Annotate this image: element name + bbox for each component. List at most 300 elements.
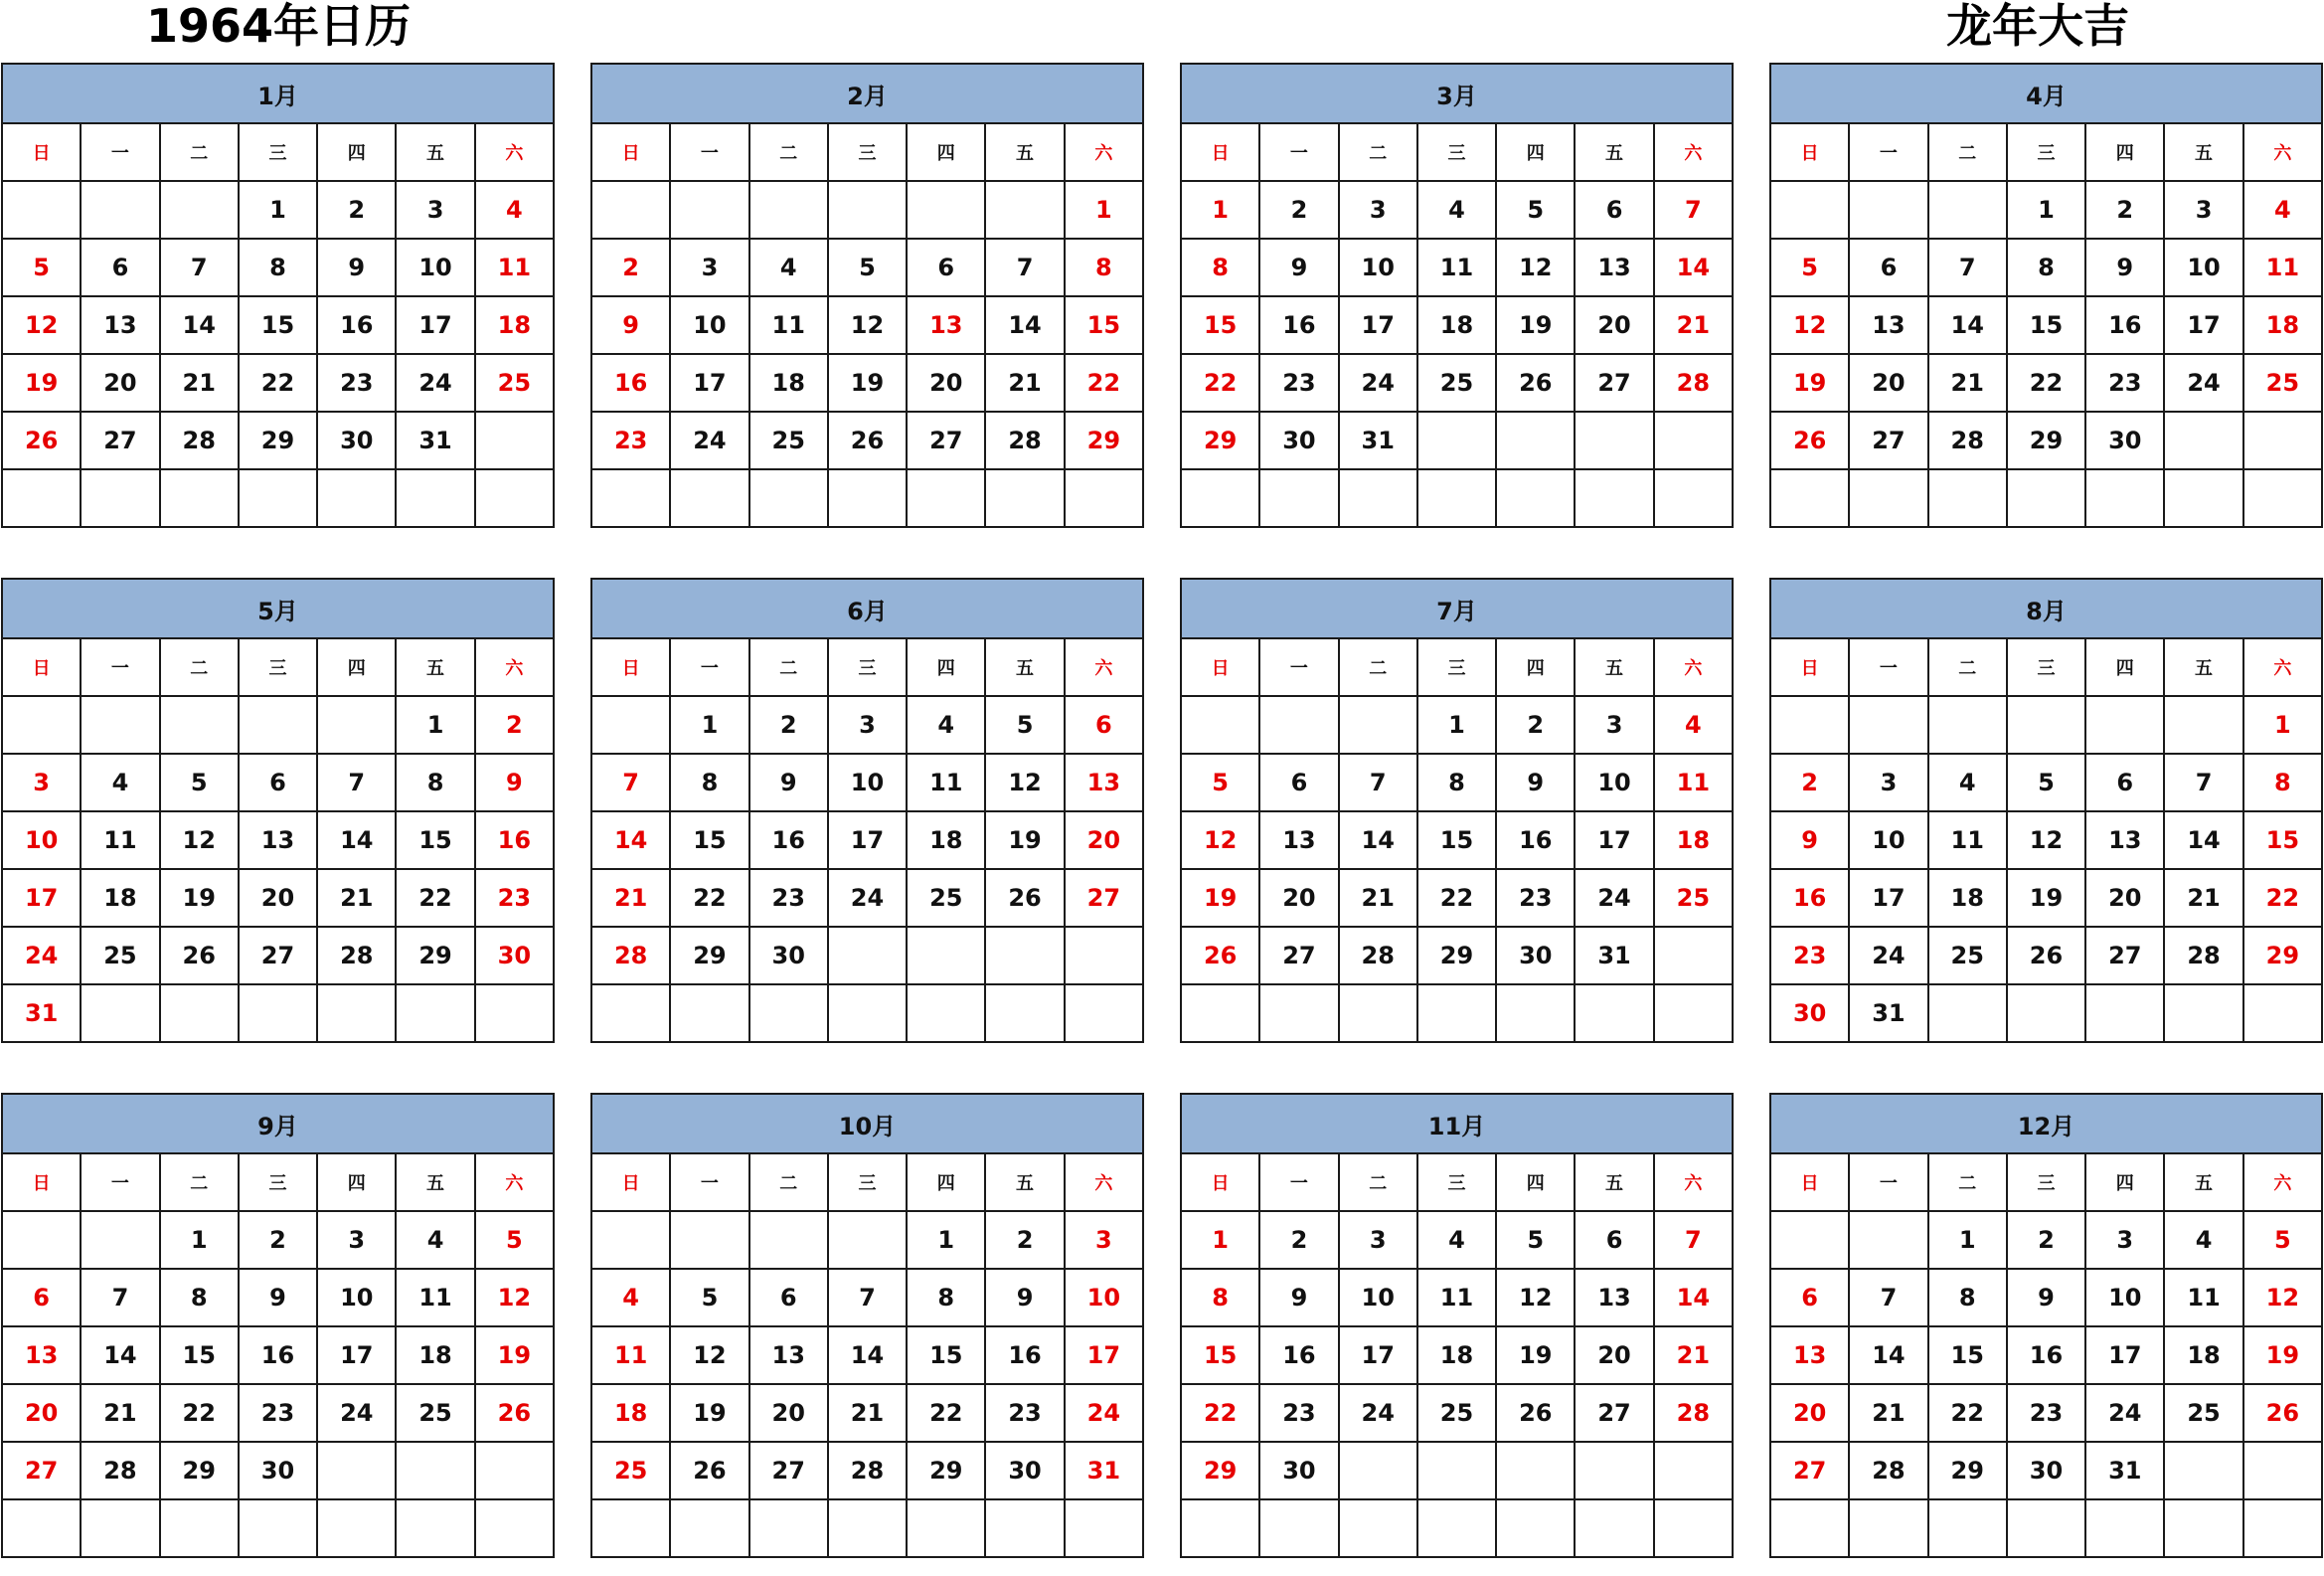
- day-cell: 11: [1928, 811, 2007, 869]
- day-cell: 23: [2007, 1384, 2085, 1442]
- day-cell: 23: [985, 1384, 1064, 1442]
- empty-cell: [81, 181, 159, 239]
- day-cell: 22: [670, 869, 748, 927]
- empty-cell: [1849, 1211, 1927, 1269]
- day-cell: 10: [1065, 1269, 1143, 1326]
- day-cell: 5: [475, 1211, 554, 1269]
- empty-cell: [396, 1442, 474, 1499]
- day-cell: 13: [1259, 811, 1338, 869]
- day-cell: 12: [1181, 811, 1259, 869]
- day-cell: 23: [749, 869, 828, 927]
- day-cell: 26: [2007, 927, 2085, 984]
- day-cell: 14: [1654, 239, 1733, 296]
- weekday-label: 五: [396, 1153, 474, 1211]
- empty-cell: [828, 984, 907, 1042]
- day-cell: 7: [1339, 754, 1417, 811]
- empty-cell: [1849, 1499, 1927, 1557]
- day-cell: 16: [2007, 1326, 2085, 1384]
- day-cell: 5: [2007, 754, 2085, 811]
- day-cell: 8: [1065, 239, 1143, 296]
- day-cell: 19: [1496, 1326, 1575, 1384]
- day-cell: 16: [749, 811, 828, 869]
- empty-cell: [2085, 984, 2164, 1042]
- day-cell: 25: [1417, 354, 1496, 412]
- month-calendar: [1, 63, 555, 528]
- empty-cell: [1181, 1499, 1259, 1557]
- empty-cell: [749, 469, 828, 527]
- weekday-label: 六: [2243, 1153, 2322, 1211]
- day-cell: 15: [2007, 296, 2085, 354]
- empty-cell: [749, 1211, 828, 1269]
- day-cell: 14: [1339, 811, 1417, 869]
- day-cell: 22: [907, 1384, 985, 1442]
- day-cell: 17: [396, 296, 474, 354]
- day-cell: 5: [1496, 181, 1575, 239]
- empty-cell: [160, 696, 239, 754]
- month-title: 5月: [2, 579, 554, 638]
- day-cell: 21: [1849, 1384, 1927, 1442]
- weekday-label: 日: [1181, 123, 1259, 181]
- empty-cell: [396, 469, 474, 527]
- day-cell: 13: [907, 296, 985, 354]
- day-cell: 28: [160, 412, 239, 469]
- empty-cell: [1259, 696, 1338, 754]
- day-cell: 1: [396, 696, 474, 754]
- month-table: [590, 578, 1144, 1043]
- day-cell: 12: [985, 754, 1064, 811]
- weekday-label: 二: [1339, 638, 1417, 696]
- day-cell: 25: [2243, 354, 2322, 412]
- day-cell: 6: [907, 239, 985, 296]
- month-table: [1769, 578, 2323, 1043]
- day-cell: 30: [2085, 412, 2164, 469]
- day-cell: 27: [1770, 1442, 1849, 1499]
- day-cell: 7: [1654, 1211, 1733, 1269]
- empty-cell: [2085, 1499, 2164, 1557]
- empty-cell: [81, 1499, 159, 1557]
- day-cell: 7: [985, 239, 1064, 296]
- weekday-label: 四: [317, 638, 396, 696]
- month-table: [1, 63, 555, 528]
- weekday-label: 二: [160, 1153, 239, 1211]
- day-cell: 15: [1065, 296, 1143, 354]
- weekday-label: 四: [2085, 638, 2164, 696]
- day-cell: 26: [1181, 927, 1259, 984]
- day-cell: 3: [2085, 1211, 2164, 1269]
- day-cell: 27: [1065, 869, 1143, 927]
- day-cell: 11: [907, 754, 985, 811]
- empty-cell: [1259, 469, 1338, 527]
- empty-cell: [81, 984, 159, 1042]
- day-cell: 10: [1339, 1269, 1417, 1326]
- empty-cell: [1849, 696, 1927, 754]
- day-cell: 14: [1849, 1326, 1927, 1384]
- day-cell: 7: [591, 754, 670, 811]
- empty-cell: [907, 927, 985, 984]
- day-cell: 16: [239, 1326, 317, 1384]
- empty-cell: [1417, 984, 1496, 1042]
- day-cell: 26: [828, 412, 907, 469]
- day-cell: 19: [160, 869, 239, 927]
- day-cell: 30: [1259, 1442, 1338, 1499]
- empty-cell: [1417, 469, 1496, 527]
- empty-cell: [985, 927, 1064, 984]
- day-cell: 20: [81, 354, 159, 412]
- day-cell: 23: [1259, 1384, 1338, 1442]
- day-cell: 4: [1417, 181, 1496, 239]
- day-cell: 7: [160, 239, 239, 296]
- weekday-label: 二: [749, 1153, 828, 1211]
- day-cell: 7: [317, 754, 396, 811]
- day-cell: 7: [1928, 239, 2007, 296]
- empty-cell: [475, 984, 554, 1042]
- day-cell: 23: [2085, 354, 2164, 412]
- day-cell: 22: [1181, 354, 1259, 412]
- day-cell: 21: [317, 869, 396, 927]
- day-cell: 6: [1259, 754, 1338, 811]
- empty-cell: [1496, 412, 1575, 469]
- weekday-label: 六: [2243, 123, 2322, 181]
- day-cell: 12: [828, 296, 907, 354]
- day-cell: 27: [1259, 927, 1338, 984]
- day-cell: 3: [828, 696, 907, 754]
- day-cell: 25: [591, 1442, 670, 1499]
- day-cell: 11: [1417, 1269, 1496, 1326]
- day-cell: 25: [2164, 1384, 2242, 1442]
- day-cell: 14: [81, 1326, 159, 1384]
- day-cell: 28: [81, 1442, 159, 1499]
- day-cell: 9: [749, 754, 828, 811]
- month-title: 2月: [591, 64, 1143, 123]
- day-cell: 6: [2, 1269, 81, 1326]
- empty-cell: [1575, 1499, 1653, 1557]
- weekday-label: 日: [591, 123, 670, 181]
- day-cell: 26: [2243, 1384, 2322, 1442]
- empty-cell: [1496, 1442, 1575, 1499]
- day-cell: 31: [1339, 412, 1417, 469]
- day-cell: 28: [1928, 412, 2007, 469]
- empty-cell: [1065, 984, 1143, 1042]
- day-cell: 11: [81, 811, 159, 869]
- empty-cell: [1654, 1499, 1733, 1557]
- day-cell: 2: [317, 181, 396, 239]
- day-cell: 14: [1654, 1269, 1733, 1326]
- day-cell: 5: [1496, 1211, 1575, 1269]
- day-cell: 20: [1065, 811, 1143, 869]
- weekday-label: 一: [81, 123, 159, 181]
- empty-cell: [1417, 1442, 1496, 1499]
- empty-cell: [670, 469, 748, 527]
- day-cell: 4: [81, 754, 159, 811]
- day-cell: 3: [670, 239, 748, 296]
- weekday-label: 六: [1065, 123, 1143, 181]
- day-cell: 28: [1339, 927, 1417, 984]
- weekday-label: 五: [396, 638, 474, 696]
- day-cell: 9: [1259, 239, 1338, 296]
- day-cell: 2: [591, 239, 670, 296]
- empty-cell: [160, 181, 239, 239]
- empty-cell: [1417, 1499, 1496, 1557]
- day-cell: 13: [749, 1326, 828, 1384]
- empty-cell: [2243, 469, 2322, 527]
- day-cell: 22: [160, 1384, 239, 1442]
- day-cell: 20: [749, 1384, 828, 1442]
- day-cell: 29: [1928, 1442, 2007, 1499]
- day-cell: 30: [1259, 412, 1338, 469]
- day-cell: 23: [1770, 927, 1849, 984]
- day-cell: 25: [1928, 927, 2007, 984]
- empty-cell: [828, 181, 907, 239]
- day-cell: 29: [239, 412, 317, 469]
- weekday-label: 日: [1181, 638, 1259, 696]
- day-cell: 23: [591, 412, 670, 469]
- day-cell: 6: [1575, 181, 1653, 239]
- day-cell: 13: [1575, 239, 1653, 296]
- day-cell: 15: [160, 1326, 239, 1384]
- day-cell: 16: [1259, 1326, 1338, 1384]
- weekday-label: 一: [1849, 123, 1927, 181]
- empty-cell: [591, 1499, 670, 1557]
- day-cell: 30: [749, 927, 828, 984]
- empty-cell: [749, 1499, 828, 1557]
- day-cell: 12: [2, 296, 81, 354]
- day-cell: 6: [749, 1269, 828, 1326]
- empty-cell: [2164, 1499, 2242, 1557]
- day-cell: 27: [2, 1442, 81, 1499]
- empty-cell: [317, 1442, 396, 1499]
- empty-cell: [670, 1211, 748, 1269]
- empty-cell: [2007, 696, 2085, 754]
- weekday-label: 二: [1928, 123, 2007, 181]
- empty-cell: [1181, 984, 1259, 1042]
- weekday-label: 五: [1575, 638, 1653, 696]
- empty-cell: [1181, 696, 1259, 754]
- day-cell: 4: [396, 1211, 474, 1269]
- day-cell: 8: [160, 1269, 239, 1326]
- empty-cell: [591, 1211, 670, 1269]
- day-cell: 3: [2164, 181, 2242, 239]
- day-cell: 22: [1181, 1384, 1259, 1442]
- empty-cell: [1928, 696, 2007, 754]
- empty-cell: [475, 469, 554, 527]
- empty-cell: [1575, 412, 1653, 469]
- day-cell: 18: [475, 296, 554, 354]
- month-table: [1769, 63, 2323, 528]
- day-cell: 2: [1770, 754, 1849, 811]
- day-cell: 6: [1770, 1269, 1849, 1326]
- day-cell: 29: [1181, 412, 1259, 469]
- day-cell: 10: [1575, 754, 1653, 811]
- empty-cell: [985, 469, 1064, 527]
- weekday-label: 五: [2164, 123, 2242, 181]
- empty-cell: [81, 1211, 159, 1269]
- weekday-label: 二: [160, 123, 239, 181]
- day-cell: 17: [1339, 1326, 1417, 1384]
- day-cell: 11: [591, 1326, 670, 1384]
- day-cell: 8: [1928, 1269, 2007, 1326]
- weekday-label: 二: [1928, 1153, 2007, 1211]
- empty-cell: [591, 181, 670, 239]
- day-cell: 5: [1181, 754, 1259, 811]
- month-title: 1月: [2, 64, 554, 123]
- day-cell: 26: [985, 869, 1064, 927]
- empty-cell: [1339, 1442, 1417, 1499]
- day-cell: 10: [2, 811, 81, 869]
- month-title: 10月: [591, 1094, 1143, 1153]
- day-cell: 27: [2085, 927, 2164, 984]
- day-cell: 24: [2164, 354, 2242, 412]
- day-cell: 11: [749, 296, 828, 354]
- day-cell: 27: [907, 412, 985, 469]
- day-cell: 3: [317, 1211, 396, 1269]
- day-cell: 4: [2164, 1211, 2242, 1269]
- day-cell: 24: [670, 412, 748, 469]
- day-cell: 18: [1417, 296, 1496, 354]
- day-cell: 6: [239, 754, 317, 811]
- day-cell: 20: [1575, 296, 1653, 354]
- empty-cell: [317, 1499, 396, 1557]
- day-cell: 12: [1496, 1269, 1575, 1326]
- month-title: 4月: [1770, 64, 2322, 123]
- weekday-label: 日: [1770, 638, 1849, 696]
- month-table: [590, 1093, 1144, 1558]
- day-cell: 4: [1654, 696, 1733, 754]
- empty-cell: [239, 696, 317, 754]
- day-cell: 6: [1065, 696, 1143, 754]
- weekday-label: 三: [2007, 638, 2085, 696]
- day-cell: 1: [1181, 1211, 1259, 1269]
- empty-cell: [1928, 984, 2007, 1042]
- day-cell: 16: [1496, 811, 1575, 869]
- day-cell: 3: [1065, 1211, 1143, 1269]
- day-cell: 30: [1496, 927, 1575, 984]
- weekday-label: 五: [2164, 638, 2242, 696]
- day-cell: 28: [2164, 927, 2242, 984]
- day-cell: 9: [591, 296, 670, 354]
- weekday-label: 三: [1417, 1153, 1496, 1211]
- weekday-label: 二: [749, 638, 828, 696]
- weekday-label: 六: [1654, 123, 1733, 181]
- day-cell: 8: [1417, 754, 1496, 811]
- day-cell: 30: [317, 412, 396, 469]
- weekday-label: 四: [907, 1153, 985, 1211]
- day-cell: 13: [1575, 1269, 1653, 1326]
- day-cell: 25: [907, 869, 985, 927]
- day-cell: 2: [475, 696, 554, 754]
- day-cell: 28: [1654, 1384, 1733, 1442]
- empty-cell: [1065, 927, 1143, 984]
- day-cell: 31: [2085, 1442, 2164, 1499]
- weekday-label: 三: [239, 638, 317, 696]
- day-cell: 27: [1575, 354, 1653, 412]
- day-cell: 3: [1575, 696, 1653, 754]
- day-cell: 23: [475, 869, 554, 927]
- empty-cell: [2164, 412, 2242, 469]
- month-table: [1180, 1093, 1734, 1558]
- weekday-label: 日: [1770, 1153, 1849, 1211]
- day-cell: 14: [591, 811, 670, 869]
- empty-cell: [2085, 469, 2164, 527]
- day-cell: 4: [475, 181, 554, 239]
- day-cell: 21: [160, 354, 239, 412]
- day-cell: 20: [1849, 354, 1927, 412]
- empty-cell: [2164, 1442, 2242, 1499]
- day-cell: 15: [2243, 811, 2322, 869]
- day-cell: 19: [2, 354, 81, 412]
- day-cell: 17: [828, 811, 907, 869]
- day-cell: 22: [2243, 869, 2322, 927]
- day-cell: 1: [1065, 181, 1143, 239]
- month-calendar: [1769, 63, 2323, 528]
- weekday-label: 二: [1928, 638, 2007, 696]
- day-cell: 14: [985, 296, 1064, 354]
- weekday-label: 六: [475, 1153, 554, 1211]
- day-cell: 1: [160, 1211, 239, 1269]
- empty-cell: [1065, 469, 1143, 527]
- empty-cell: [591, 469, 670, 527]
- empty-cell: [1654, 1442, 1733, 1499]
- day-cell: 8: [670, 754, 748, 811]
- day-cell: 10: [317, 1269, 396, 1326]
- day-cell: 2: [1259, 1211, 1338, 1269]
- month-table: [1769, 1093, 2323, 1558]
- empty-cell: [396, 984, 474, 1042]
- empty-cell: [828, 469, 907, 527]
- empty-cell: [1770, 181, 1849, 239]
- day-cell: 19: [670, 1384, 748, 1442]
- empty-cell: [317, 696, 396, 754]
- day-cell: 1: [1928, 1211, 2007, 1269]
- empty-cell: [1496, 1499, 1575, 1557]
- day-cell: 31: [396, 412, 474, 469]
- empty-cell: [985, 984, 1064, 1042]
- month-title: 6月: [591, 579, 1143, 638]
- day-cell: 18: [1654, 811, 1733, 869]
- empty-cell: [907, 1499, 985, 1557]
- empty-cell: [475, 412, 554, 469]
- day-cell: 24: [1339, 354, 1417, 412]
- day-cell: 25: [81, 927, 159, 984]
- day-cell: 3: [1339, 1211, 1417, 1269]
- day-cell: 29: [1181, 1442, 1259, 1499]
- day-cell: 22: [1928, 1384, 2007, 1442]
- day-cell: 13: [2, 1326, 81, 1384]
- empty-cell: [2, 1499, 81, 1557]
- day-cell: 10: [670, 296, 748, 354]
- day-cell: 24: [2085, 1384, 2164, 1442]
- day-cell: 17: [2164, 296, 2242, 354]
- day-cell: 27: [239, 927, 317, 984]
- day-cell: 5: [160, 754, 239, 811]
- day-cell: 13: [239, 811, 317, 869]
- day-cell: 31: [1849, 984, 1927, 1042]
- day-cell: 9: [2085, 239, 2164, 296]
- day-cell: 4: [1928, 754, 2007, 811]
- day-cell: 25: [1654, 869, 1733, 927]
- day-cell: 29: [2243, 927, 2322, 984]
- day-cell: 28: [317, 927, 396, 984]
- empty-cell: [1770, 1499, 1849, 1557]
- day-cell: 22: [239, 354, 317, 412]
- day-cell: 19: [1496, 296, 1575, 354]
- month-calendar: [590, 1093, 1144, 1558]
- empty-cell: [749, 984, 828, 1042]
- day-cell: 7: [1654, 181, 1733, 239]
- day-cell: 16: [475, 811, 554, 869]
- empty-cell: [828, 1211, 907, 1269]
- empty-cell: [2164, 984, 2242, 1042]
- empty-cell: [1339, 1499, 1417, 1557]
